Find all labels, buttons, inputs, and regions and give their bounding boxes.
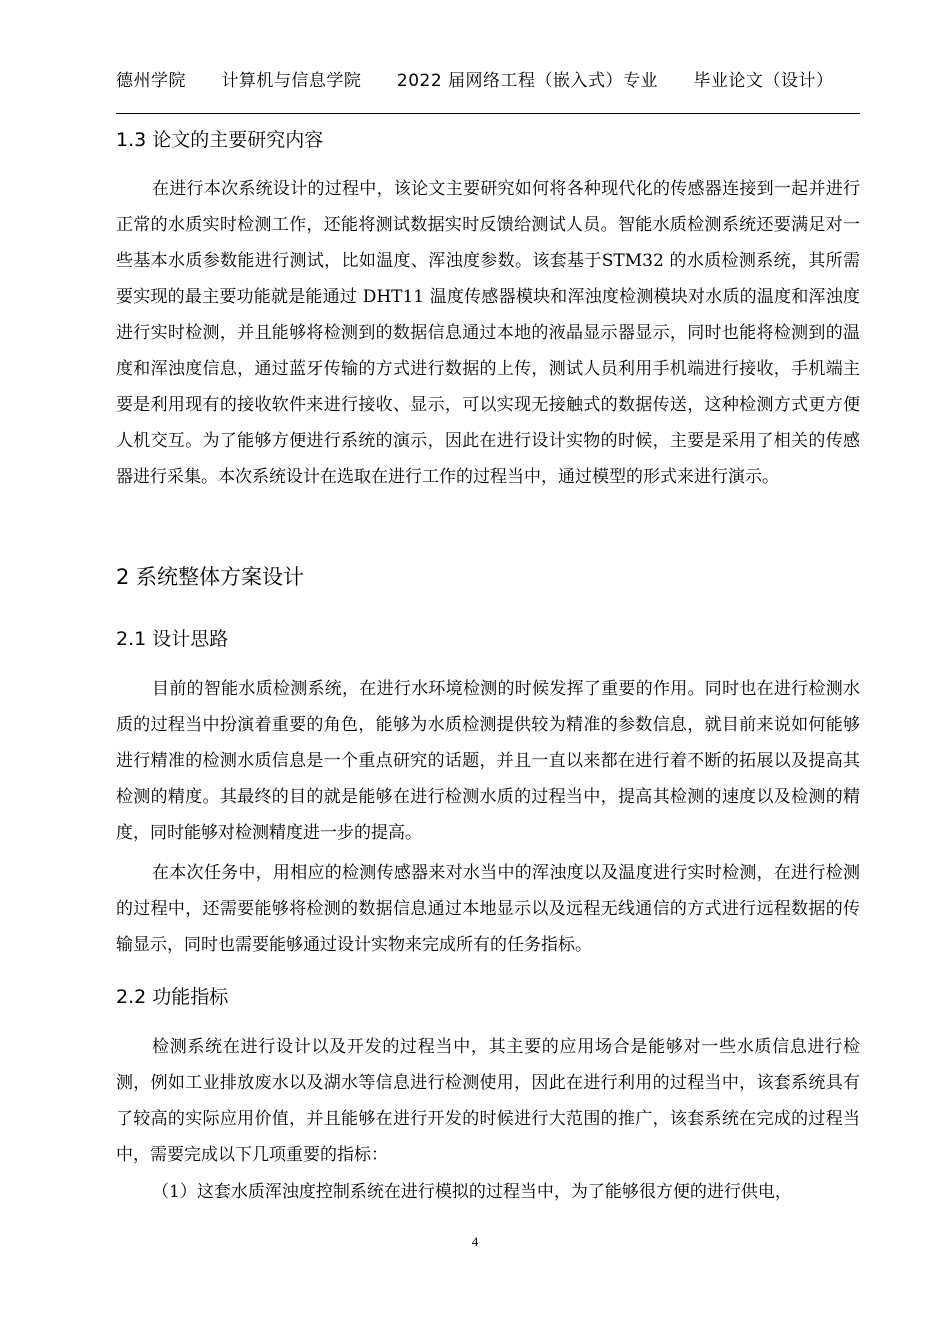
header-school: 德州学院 xyxy=(116,71,186,91)
section-heading-2-2: 2.2 功能指标 xyxy=(116,986,229,1008)
section-heading-1-3: 1.3 论文的主要研究内容 xyxy=(116,129,324,151)
paragraph: （1）这套水质浑浊度控制系统在进行模拟的过程当中，为了能够很方便的进行供电， xyxy=(152,1182,792,1202)
section-heading-2-1: 2.1 设计思路 xyxy=(116,628,229,650)
header-divider xyxy=(116,113,860,114)
header-major: 2022 届网络工程（嵌入式）专业 xyxy=(396,71,659,91)
paragraph: 在进行本次系统设计的过程中，该论文主要研究如何将各种现代化的传感器连接到一起并进行正常的水质实时检测工作，还能将测试数据实时反馈给测试人员。智能水质检测系统还要满足对一些基本水质参数能进行测试，比如温度、浑浊度参数。该套基于STM32 的水质检测系统，其所需要实现的最主要功能就是能通过 DHT11 温度传感器模块和浑浊度检测模块对水质的温度和浑浊度进行实时检测，并且能够将检测到的数据信息通过本地的液晶显示器显示，同时也能将检测到的温度和浑浊度信息，通过蓝牙传输的方式进行数据的上传，测试人员利用手机端进行接收，手机端主要是利用现有的接收软件来进行接收、显示，可以实现无接触式的数据传送，这种检测方式更方便人机交互。为了能够方便进行系统的演示，因此在进行设计实物的时候，主要是采用了相关的传感器进行采集。本次系统设计在选取在进行工作的过程当中，通过模型的形式来进行演示。 xyxy=(116,179,860,487)
header-doc-type: 毕业论文（设计） xyxy=(693,71,834,91)
paragraph: 在本次任务中，用相应的检测传感器来对水当中的浑浊度以及温度进行实时检测，在进行检测的过程中，还需要能够将检测的数据信息通过本地显示以及远程无线通信的方式进行远程数据的传输显示，同时也需要能够通过设计实物来完成所有的任务指标。 xyxy=(116,863,860,955)
page-number: 4 xyxy=(471,1234,479,1249)
paragraph: 目前的智能水质检测系统，在进行水环境检测的时候发挥了重要的作用。同时也在进行检测水质的过程当中扮演着重要的角色，能够为水质检测提供较为精准的参数信息，就目前来说如何能够进行精准的检测水质信息是一个重点研究的话题，并且一直以来都在进行着不断的拓展以及提高其检测的精度。其最终的目的就是能够在进行检测水质的过程当中，提高其检测的速度以及检测的精度，同时能够对检测精度进一步的提高。 xyxy=(116,679,860,843)
section-heading-2: 2 系统整体方案设计 xyxy=(116,565,305,589)
header-college: 计算机与信息学院 xyxy=(221,71,362,91)
paragraph: 检测系统在进行设计以及开发的过程当中，其主要的应用场合是能够对一些水质信息进行检测，例如工业排放废水以及湖水等信息进行检测使用，因此在进行利用的过程当中，该套系统具有了较高的实际应用价值，并且能够在进行开发的时候进行大范围的推广，该套系统在完成的过程当中，需要完成以下几项重要的指标： xyxy=(116,1037,860,1165)
running-header xyxy=(116,70,860,92)
